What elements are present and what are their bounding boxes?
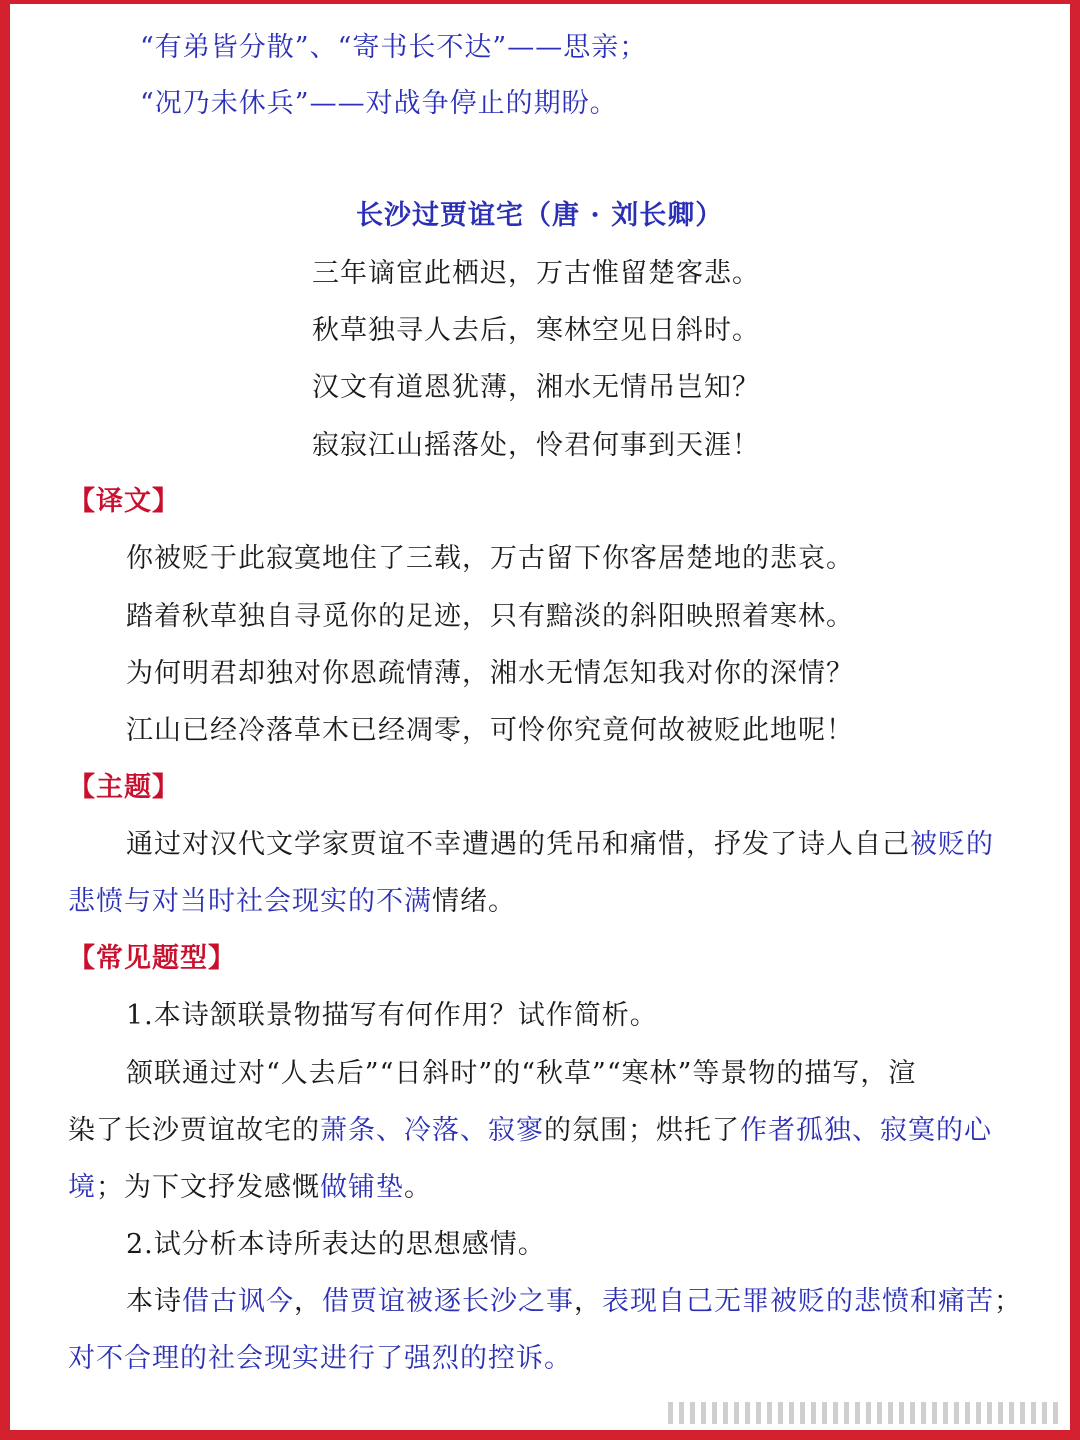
answer-text: ；: [994, 1286, 1022, 1317]
answer-2-line-1: [126, 1284, 1022, 1320]
poem-line: 汉文有道恩犹薄，湘水无情吊岂知？: [312, 372, 760, 403]
answer-highlight: 表现自己无罪被贬的悲愤和痛苦: [602, 1286, 994, 1317]
answer-text: ，: [294, 1286, 322, 1317]
translation-line: 踏着秋草独自寻觅你的足迹，只有黯淡的斜阳映照着寒林。: [126, 601, 854, 632]
translation-heading: 【译文】: [68, 486, 180, 517]
translation-line: 你被贬于此寂寞地住了三载，万古留下你客居楚地的悲哀。: [126, 543, 854, 574]
questions-heading: 【常见题型】: [68, 943, 236, 974]
answer-text: 本诗: [126, 1286, 182, 1317]
intro-line-2: “况乃未休兵”——对战争停止的期盼。: [140, 88, 618, 119]
poem-title: 长沙过贾谊宅（唐 · 刘长卿）: [356, 200, 724, 231]
answer-2-line-2: 对不合理的社会现实进行了强烈的控诉。: [68, 1343, 572, 1374]
intro-line-1: “有弟皆分散”、“寄书长不达”——思亲；: [140, 32, 648, 63]
answer-highlight: 做铺垫: [320, 1172, 404, 1203]
answer-text: 。: [404, 1172, 432, 1203]
watermark-bars: [668, 1402, 1058, 1424]
poem-line: 寂寂江山摇落处，怜君何事到天涯！: [312, 430, 760, 461]
answer-1-line-2: [68, 1113, 992, 1149]
answer-highlight: 萧条、冷落、寂寥: [320, 1115, 544, 1146]
answer-text: ，: [574, 1286, 602, 1317]
translation-line: 江山已经冷落草木已经凋零，可怜你究竟何故被贬此地呢！: [126, 715, 854, 746]
poem-line: 秋草独寻人去后，寒林空见日斜时。: [312, 315, 760, 346]
theme-highlight: 悲愤与对当时社会现实的不满: [68, 886, 432, 917]
answer-highlight: 境: [68, 1172, 96, 1203]
answer-text: 的氛围；烘托了: [544, 1115, 740, 1146]
answer-1-line-3: [68, 1170, 432, 1206]
answer-text: ；为下文抒发感慨: [96, 1172, 320, 1203]
answer-highlight: 借贾谊被逐长沙之事: [322, 1286, 574, 1317]
question-2: 2.试分析本诗所表达的思想感情。: [126, 1229, 546, 1260]
poem-line: 三年谪宦此栖迟，万古惟留楚客悲。: [312, 258, 760, 289]
theme-paragraph-line-1: [126, 827, 994, 863]
answer-highlight: 借古讽今: [182, 1286, 294, 1317]
answer-text: 染了长沙贾谊故宅的: [68, 1115, 320, 1146]
question-1: 1.本诗颔联景物描写有何作用？试作简析。: [126, 1000, 658, 1031]
answer-highlight: 作者孤独、寂寞的心: [740, 1115, 992, 1146]
theme-paragraph-line-2: [68, 884, 516, 920]
translation-line: 为何明君却独对你恩疏情薄，湘水无情怎知我对你的深情？: [126, 658, 854, 689]
theme-highlight: 被贬的: [910, 829, 994, 860]
answer-1-line-1: 颔联通过对“人去后”“日斜时”的“秋草”“寒林”等景物的描写，渲: [126, 1058, 917, 1089]
theme-text: 情绪。: [432, 886, 516, 917]
theme-text: 通过对汉代文学家贾谊不幸遭遇的凭吊和痛惜，抒发了诗人自己: [126, 829, 910, 860]
theme-heading: 【主题】: [68, 772, 180, 803]
